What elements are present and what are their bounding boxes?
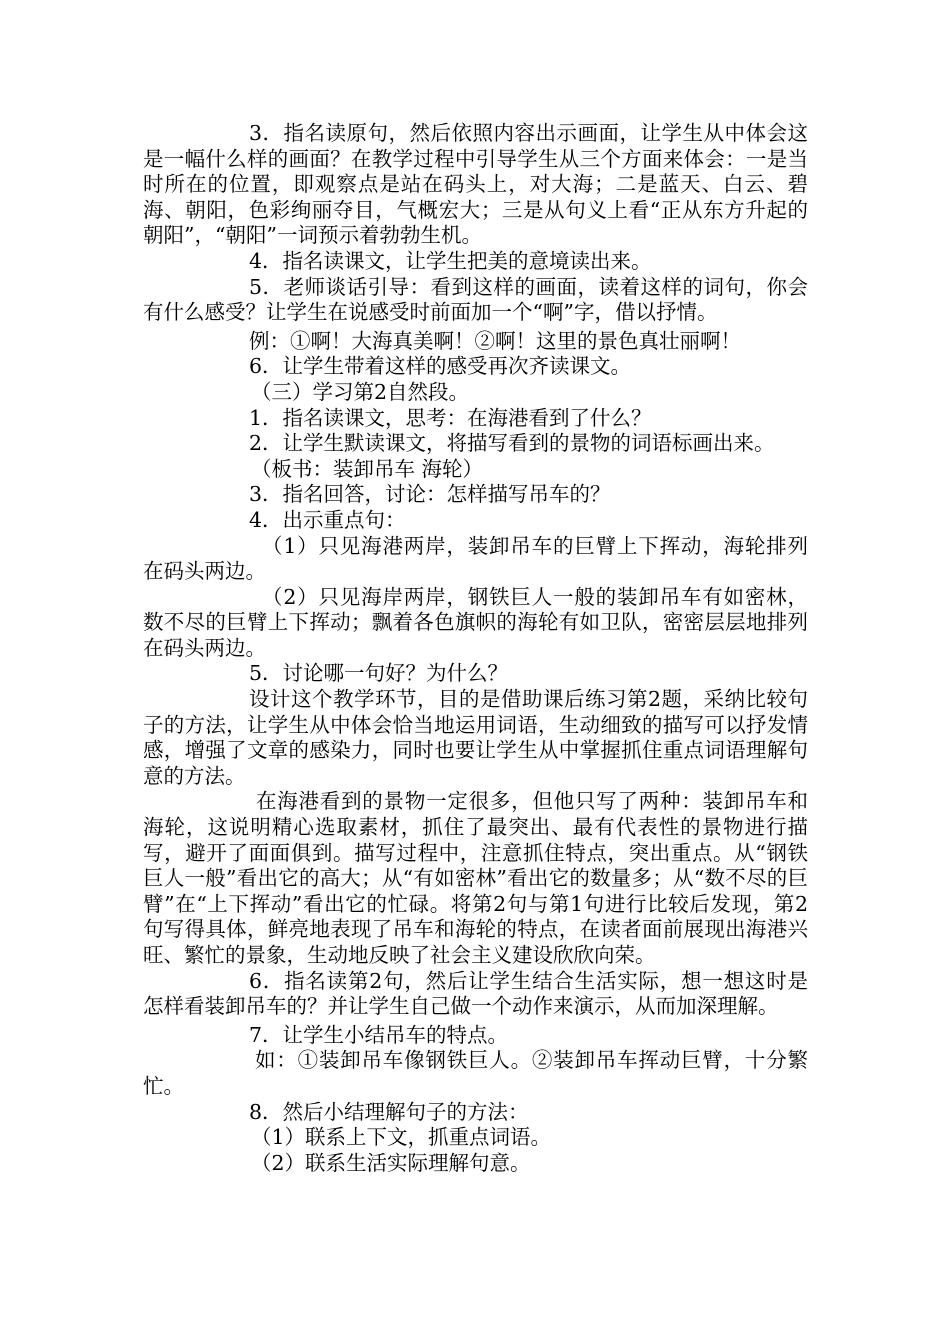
paragraph-step-5b: 5．讨论哪一句好？为什么？ [249, 661, 509, 686]
paragraph-blackboard: （板书：装卸吊车 海轮） [251, 456, 484, 481]
paragraph-step-6b: 6．指名读第2句，然后让学生结合生活实际，想一想这时是怎样看装卸吊车的？并让学生自己做一个动作来演示，从而加深理解。 [143, 968, 808, 1019]
paragraph-example-2: 如：①装卸吊车像钢铁巨人。②装卸吊车挥动巨臂，十分繁忙。 [143, 1048, 808, 1098]
paragraph-step-6: 6．让学生带着这样的感受再次齐读课文。 [249, 354, 632, 379]
method-item-1: （1）联系上下文，抓重点词语。 [251, 1125, 552, 1150]
method-item-2: （2）联系生活实际理解句意。 [251, 1150, 531, 1175]
paragraph-step-4: 4．指名读课文，让学生把美的意境读出来。 [249, 248, 652, 273]
paragraph-step-3b: 3．指名回答，讨论：怎样描写吊车的？ [249, 482, 611, 507]
paragraph-step-5: 5．老师谈话引导：看到这样的画面，读着这样的词句，你会有什么感受？让学生在说感受时前面加一个“啊”字，借以抒情。 [143, 274, 808, 325]
paragraph-analysis: 在海港看到的景物一定很多，但他只写了两种：装卸吊车和海轮，这说明精心选取素材，抓住了最突出、最有代表性的景物进行描写，避开了面面俱到。描写过程中，注意抓住特点，突出重点。从“钢铁巨人一般”看出它的高大；从“有如密林”看出它的数量多；从“数不尽的巨臂”在“上下挥动”看出它的忙碌。将第2句与第1句进行比较后发现，第2句写得具体，鲜亮地表现了吊车和海轮的特点，在读者面前展现出海港兴旺、繁忙的景象，生动地反映了社会主义建设欣欣向荣。 [143, 789, 808, 967]
paragraph-design-note: 设计这个教学环节，目的是借助课后练习第2题，采纳比较句子的方法，让学生从中体会恰当地运用词语，生动细致的描写可以抒发情感，增强了文章的感染力，同时也要让学生从中掌握抓住重点词语理解句意的方法。 [143, 687, 808, 788]
paragraph-step-4b: 4．出示重点句： [249, 507, 406, 532]
document-body [143, 121, 808, 1176]
paragraph-step-3: 3．指名读原句，然后依照内容出示画面，让学生从中体会这是一幅什么样的画面？在教学过程中引导学生从三个方面来体会：一是当时所在的位置，即观察点是站在码头上，对大海；二是蓝天、白云、碧海、朝阳，色彩绚丽夺目，气概宏大；三是从句义上看“正从东方升起的朝阳”，“朝阳”一词预示着勃勃生机。 [143, 121, 808, 248]
key-sentence-2: （2）只见海岸两岸，钢铁巨人一般的装卸吊车有如密林，数不尽的巨臂上下挥动；飘着各色旗帜的海轮有如卫队，密密层层地排列在码头两边。 [143, 584, 808, 660]
paragraph-example: 例：①啊！大海真美啊！②啊！这里的景色真壮丽啊！ [249, 328, 741, 353]
key-sentence-1: （1）只见海港两岸，装卸吊车的巨臂上下挥动，海轮排列在码头两边。 [143, 533, 808, 584]
paragraph-step-2: 2．让学生默读课文，将描写看到的景物的词语标画出来。 [249, 431, 775, 456]
paragraph-step-1: 1．指名读课文，思考：在海港看到了什么？ [249, 405, 652, 430]
paragraph-step-7: 7．让学生小结吊车的特点。 [249, 1022, 509, 1047]
section-heading: （三）学习第2自然段。 [251, 379, 470, 404]
paragraph-step-8: 8．然后小结理解句子的方法： [249, 1099, 529, 1124]
